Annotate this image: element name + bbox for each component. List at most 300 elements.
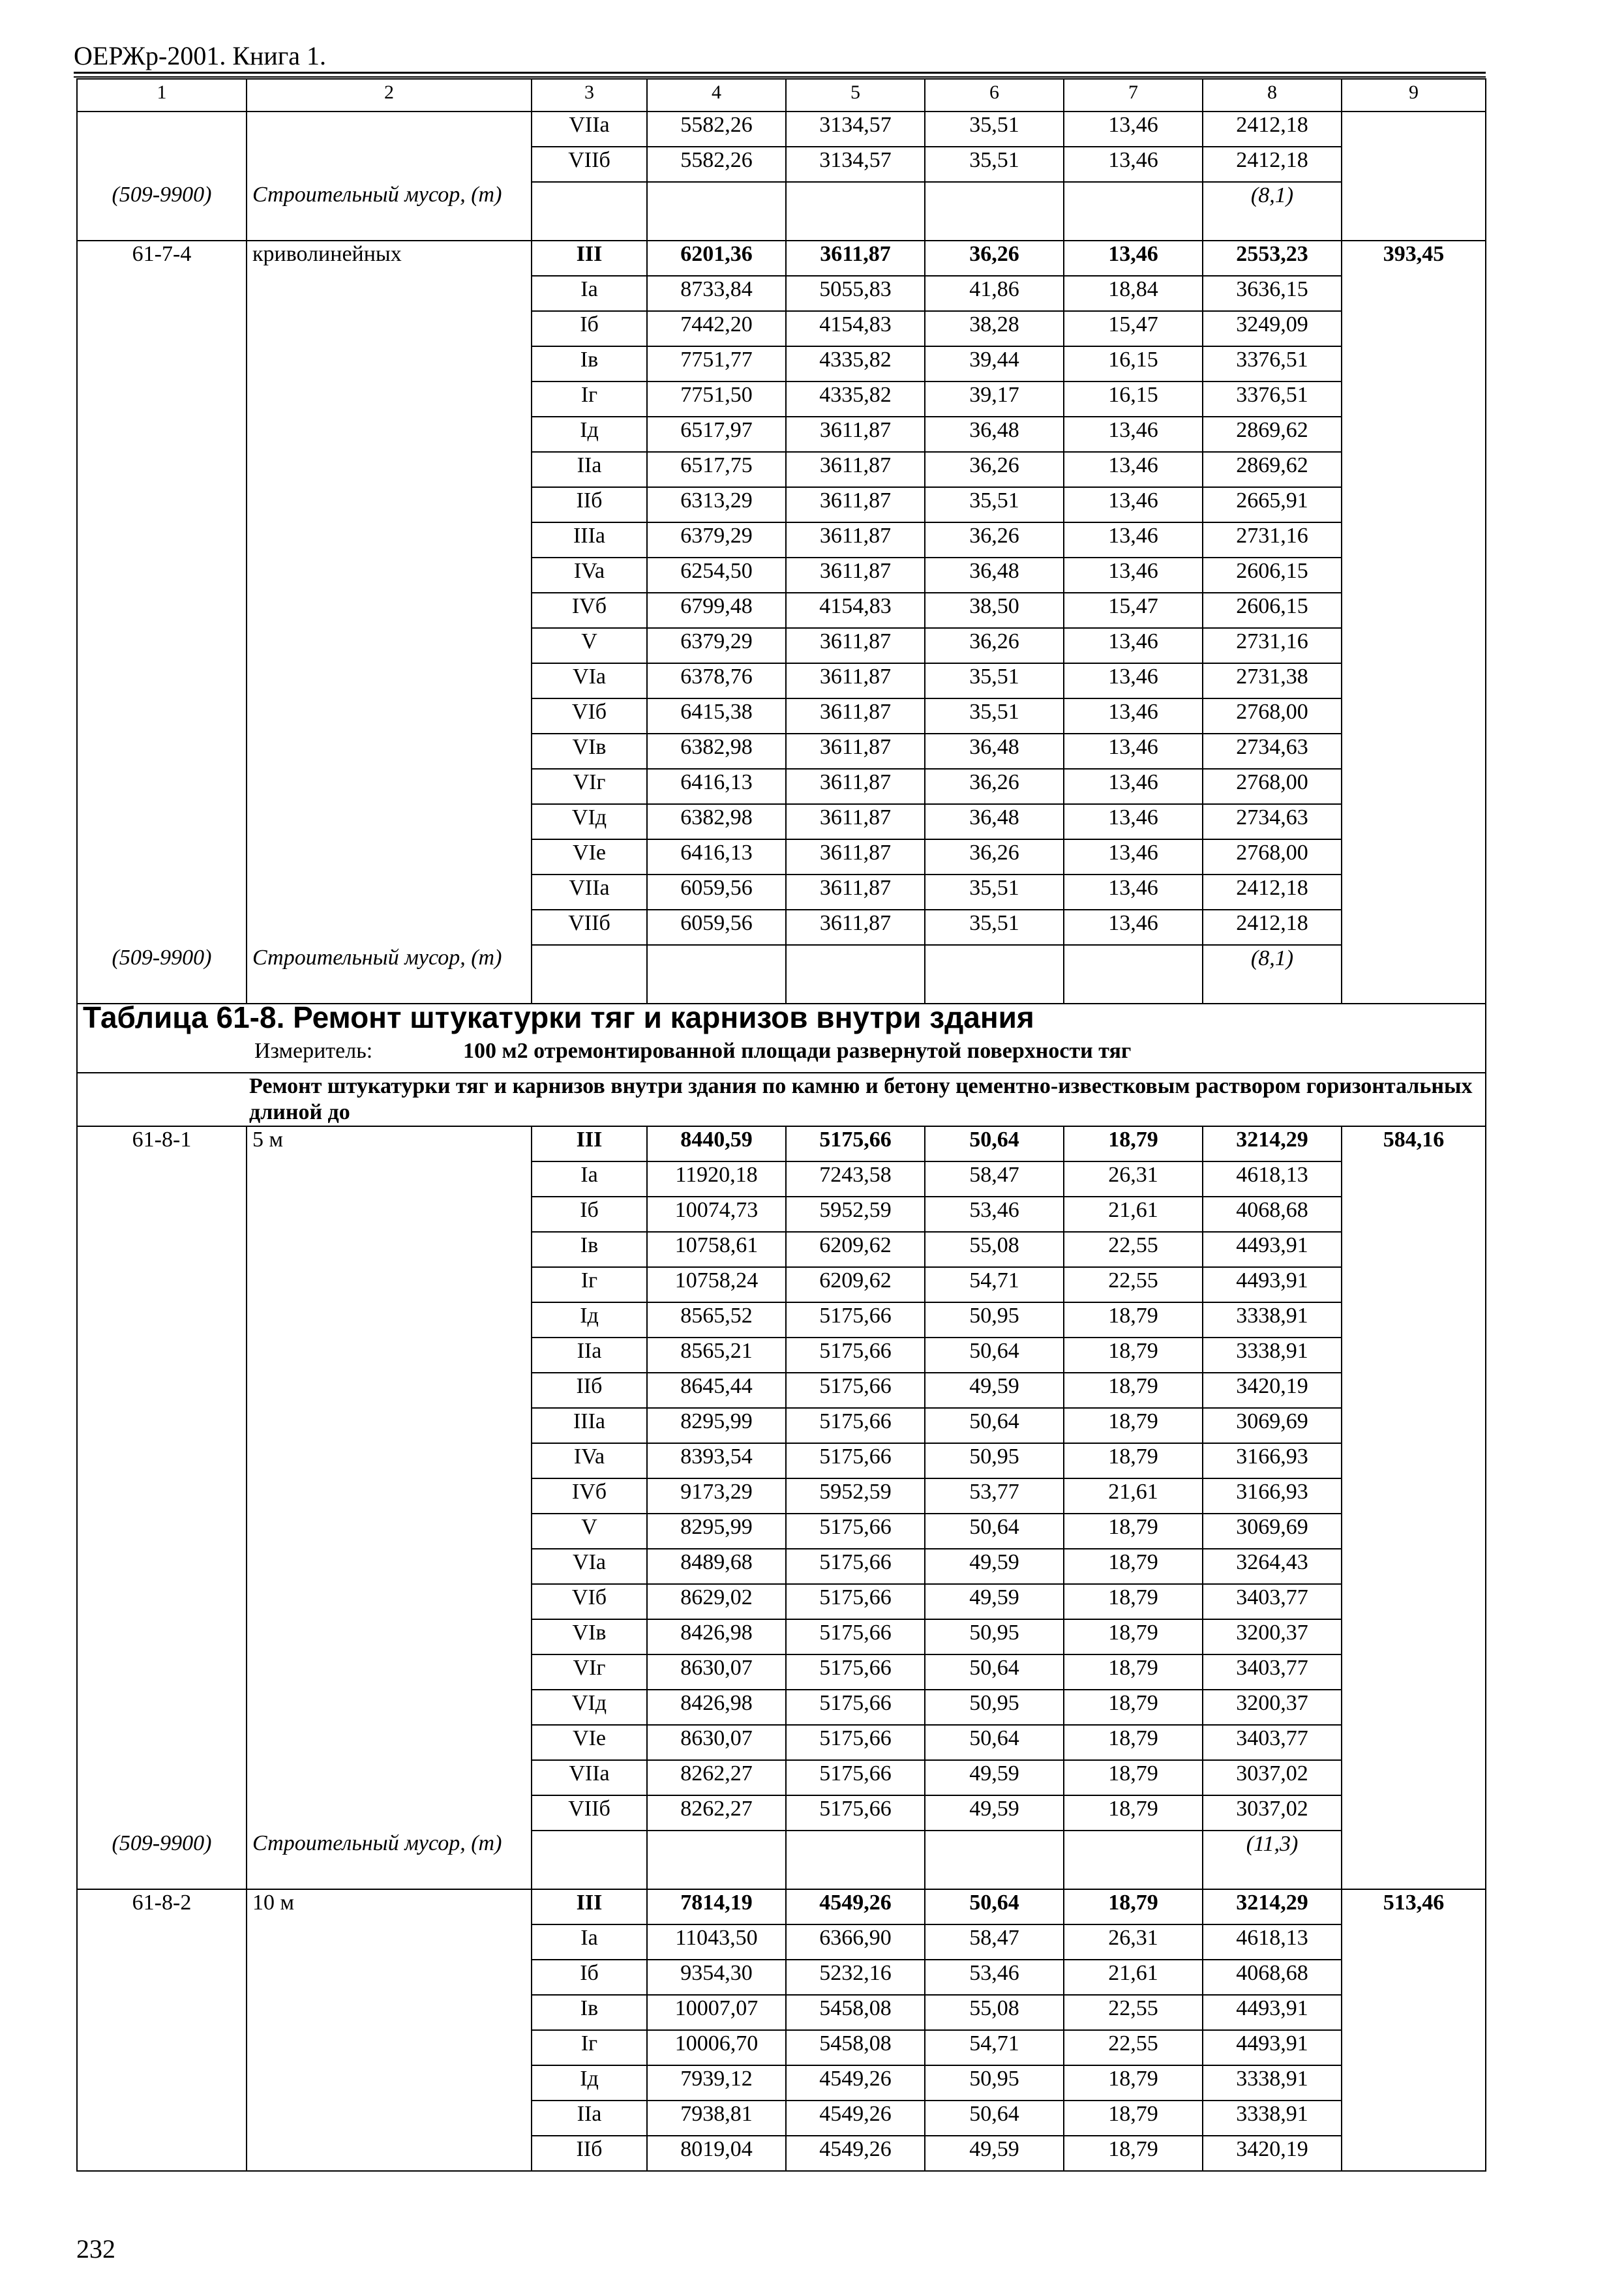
zone-cell: IIб bbox=[532, 487, 647, 522]
zone-cell: VIд bbox=[532, 804, 647, 839]
value-cell-c8: 3214,29 bbox=[1203, 1889, 1342, 1924]
value-cell-c4: 7939,12 bbox=[647, 2065, 786, 2101]
value-cell-c5: 3611,87 bbox=[786, 875, 925, 910]
empty-cell bbox=[77, 1302, 247, 1338]
table-row bbox=[77, 276, 1486, 311]
table-row bbox=[77, 147, 1486, 182]
value-cell-c7: 22,55 bbox=[1064, 1995, 1203, 2030]
value-cell-c5: 4549,26 bbox=[786, 1889, 925, 1924]
value-cell-c4: 10758,61 bbox=[647, 1232, 786, 1267]
empty-cell bbox=[1342, 1960, 1486, 1995]
zone-cell: VIIa bbox=[532, 112, 647, 147]
empty-cell bbox=[77, 1619, 247, 1654]
empty-cell bbox=[247, 769, 532, 804]
empty-cell bbox=[647, 1831, 786, 1889]
empty-cell bbox=[1342, 1373, 1486, 1408]
value-cell-c4: 8630,07 bbox=[647, 1654, 786, 1690]
value-cell-c4: 6254,50 bbox=[647, 558, 786, 593]
value-cell-c7: 21,61 bbox=[1064, 1960, 1203, 1995]
table-row bbox=[77, 698, 1486, 734]
value-cell-c4: 8645,44 bbox=[647, 1373, 786, 1408]
value-cell-c7: 13,46 bbox=[1064, 522, 1203, 558]
value-cell-c4: 6517,97 bbox=[647, 417, 786, 452]
empty-cell bbox=[247, 1443, 532, 1478]
value-cell-c8: 3214,29 bbox=[1203, 1126, 1342, 1161]
value-cell-c4: 9173,29 bbox=[647, 1478, 786, 1514]
empty-cell bbox=[247, 452, 532, 487]
value-cell-c8: 4493,91 bbox=[1203, 1267, 1342, 1302]
empty-cell bbox=[1342, 1725, 1486, 1760]
value-cell-c5: 5175,66 bbox=[786, 1373, 925, 1408]
empty-cell bbox=[247, 698, 532, 734]
table-row bbox=[77, 1549, 1486, 1584]
value-cell-c8: 3166,93 bbox=[1203, 1443, 1342, 1478]
value-cell-c7: 18,79 bbox=[1064, 1126, 1203, 1161]
value-cell-c6: 36,26 bbox=[925, 628, 1064, 663]
value-cell-c7: 22,55 bbox=[1064, 1267, 1203, 1302]
value-cell-c6: 35,51 bbox=[925, 663, 1064, 698]
value-cell-c8: 3403,77 bbox=[1203, 1584, 1342, 1619]
value-cell-c5: 5175,66 bbox=[786, 1408, 925, 1443]
value-cell-c6: 36,48 bbox=[925, 417, 1064, 452]
waste-value: (11,3) bbox=[1203, 1831, 1342, 1889]
value-cell-c6: 53,46 bbox=[925, 1960, 1064, 1995]
table-row bbox=[77, 1232, 1486, 1267]
value-cell-c4: 7751,77 bbox=[647, 346, 786, 382]
column-number: 7 bbox=[1064, 79, 1203, 112]
empty-cell bbox=[77, 558, 247, 593]
zone-cell: Iв bbox=[532, 346, 647, 382]
empty-cell bbox=[77, 1161, 247, 1197]
table-title-row bbox=[77, 1004, 1486, 1038]
empty-cell bbox=[247, 1338, 532, 1373]
table-row bbox=[77, 112, 1486, 147]
value-cell-c7: 18,79 bbox=[1064, 1443, 1203, 1478]
value-cell-c8: 2606,15 bbox=[1203, 558, 1342, 593]
zone-cell: IVб bbox=[532, 1478, 647, 1514]
empty-cell bbox=[247, 487, 532, 522]
value-cell-c7: 13,46 bbox=[1064, 769, 1203, 804]
empty-cell bbox=[77, 769, 247, 804]
zone-cell: Iб bbox=[532, 311, 647, 346]
table-row bbox=[77, 522, 1486, 558]
value-cell-c6: 50,64 bbox=[925, 1338, 1064, 1373]
empty-cell bbox=[247, 1302, 532, 1338]
empty-cell bbox=[1342, 1161, 1486, 1197]
value-cell-c5: 3611,87 bbox=[786, 839, 925, 875]
waste-name: Строительный мусор, (т) bbox=[247, 945, 532, 1004]
empty-cell bbox=[247, 1549, 532, 1584]
value-cell-c8: 2412,18 bbox=[1203, 112, 1342, 147]
value-cell-c4: 11920,18 bbox=[647, 1161, 786, 1197]
value-cell-c6: 36,26 bbox=[925, 839, 1064, 875]
rate-code: 61-8-2 bbox=[77, 1889, 247, 1924]
value-cell-c4: 8426,98 bbox=[647, 1619, 786, 1654]
empty-cell bbox=[1342, 311, 1486, 346]
value-cell-c4: 6382,98 bbox=[647, 734, 786, 769]
table-row bbox=[77, 1126, 1486, 1161]
value-cell-c5: 3611,87 bbox=[786, 558, 925, 593]
empty-cell bbox=[532, 182, 647, 241]
zone-cell: III bbox=[532, 241, 647, 276]
value-cell-c4: 6416,13 bbox=[647, 839, 786, 875]
empty-cell bbox=[247, 1619, 532, 1654]
value-cell-c7: 13,46 bbox=[1064, 839, 1203, 875]
value-cell-c8: 2869,62 bbox=[1203, 452, 1342, 487]
description-row bbox=[77, 1073, 1486, 1126]
value-cell-c6: 38,28 bbox=[925, 311, 1064, 346]
waste-code: (509-9900) bbox=[77, 945, 247, 1004]
value-cell-c8: 4618,13 bbox=[1203, 1161, 1342, 1197]
waste-row bbox=[77, 1831, 1486, 1889]
empty-cell bbox=[77, 1478, 247, 1514]
value-cell-c7: 26,31 bbox=[1064, 1924, 1203, 1960]
empty-cell bbox=[77, 1232, 247, 1267]
zone-cell: Ia bbox=[532, 1161, 647, 1197]
value-cell-c8: 2731,16 bbox=[1203, 628, 1342, 663]
value-cell-c6: 35,51 bbox=[925, 487, 1064, 522]
empty-cell bbox=[1342, 1443, 1486, 1478]
value-cell-c4: 10007,07 bbox=[647, 1995, 786, 2030]
value-cell-c6: 39,17 bbox=[925, 382, 1064, 417]
zone-cell: IVa bbox=[532, 558, 647, 593]
table-row bbox=[77, 346, 1486, 382]
value-cell-c7: 15,47 bbox=[1064, 311, 1203, 346]
empty-cell bbox=[77, 1443, 247, 1478]
zone-cell: III bbox=[532, 1126, 647, 1161]
empty-cell bbox=[247, 417, 532, 452]
empty-cell bbox=[1342, 346, 1486, 382]
value-cell-c6: 50,95 bbox=[925, 1619, 1064, 1654]
value-cell-c8: 2768,00 bbox=[1203, 698, 1342, 734]
empty-cell bbox=[786, 945, 925, 1004]
value-cell-c8: 3338,91 bbox=[1203, 2101, 1342, 2136]
column-number: 8 bbox=[1203, 79, 1342, 112]
table-row bbox=[77, 417, 1486, 452]
empty-cell bbox=[1342, 734, 1486, 769]
zone-cell: IIб bbox=[532, 1373, 647, 1408]
table-row bbox=[77, 1302, 1486, 1338]
empty-cell bbox=[247, 1654, 532, 1690]
value-cell-c7: 18,79 bbox=[1064, 1338, 1203, 1373]
value-cell-c8: 2768,00 bbox=[1203, 769, 1342, 804]
empty-cell bbox=[1342, 1408, 1486, 1443]
value-cell-c4: 6379,29 bbox=[647, 522, 786, 558]
value-cell-c7: 13,46 bbox=[1064, 487, 1203, 522]
value-cell-c6: 50,95 bbox=[925, 2065, 1064, 2101]
labor-cell: 584,16 bbox=[1342, 1126, 1486, 1161]
empty-cell bbox=[247, 2101, 532, 2136]
value-cell-c4: 6382,98 bbox=[647, 804, 786, 839]
running-header: ОЕРЖр-2001. Книга 1. bbox=[74, 41, 326, 70]
empty-cell bbox=[77, 487, 247, 522]
empty-cell bbox=[786, 1831, 925, 1889]
empty-cell bbox=[1342, 2065, 1486, 2101]
zone-cell: Iд bbox=[532, 417, 647, 452]
table-row bbox=[77, 1889, 1486, 1924]
empty-cell bbox=[532, 945, 647, 1004]
value-cell-c8: 4068,68 bbox=[1203, 1960, 1342, 1995]
empty-cell bbox=[1064, 945, 1203, 1004]
value-cell-c8: 4618,13 bbox=[1203, 1924, 1342, 1960]
table-row bbox=[77, 734, 1486, 769]
value-cell-c4: 6378,76 bbox=[647, 663, 786, 698]
empty-cell bbox=[1342, 1924, 1486, 1960]
value-cell-c8: 3403,77 bbox=[1203, 1654, 1342, 1690]
empty-cell bbox=[77, 452, 247, 487]
zone-cell: VIIб bbox=[532, 1795, 647, 1831]
empty-cell bbox=[1342, 1549, 1486, 1584]
waste-code: (509-9900) bbox=[77, 182, 247, 241]
empty-cell bbox=[247, 522, 532, 558]
value-cell-c7: 15,47 bbox=[1064, 593, 1203, 628]
empty-cell bbox=[77, 1654, 247, 1690]
value-cell-c8: 3338,91 bbox=[1203, 1302, 1342, 1338]
empty-cell bbox=[77, 698, 247, 734]
value-cell-c5: 3134,57 bbox=[786, 147, 925, 182]
value-cell-c6: 49,59 bbox=[925, 1795, 1064, 1831]
empty-cell bbox=[1342, 910, 1486, 945]
empty-cell bbox=[247, 1795, 532, 1831]
header-rule-thin bbox=[74, 76, 1486, 78]
empty-cell bbox=[77, 1373, 247, 1408]
value-cell-c7: 13,46 bbox=[1064, 628, 1203, 663]
empty-cell bbox=[925, 1831, 1064, 1889]
table-row bbox=[77, 1654, 1486, 1690]
value-cell-c8: 3037,02 bbox=[1203, 1795, 1342, 1831]
value-cell-c5: 6209,62 bbox=[786, 1267, 925, 1302]
value-cell-c5: 4154,83 bbox=[786, 311, 925, 346]
value-cell-c8: 3338,91 bbox=[1203, 2065, 1342, 2101]
table-row bbox=[77, 558, 1486, 593]
value-cell-c4: 8733,84 bbox=[647, 276, 786, 311]
value-cell-c5: 5175,66 bbox=[786, 1725, 925, 1760]
column-number: 9 bbox=[1342, 79, 1486, 112]
empty-cell bbox=[247, 1232, 532, 1267]
column-number: 4 bbox=[647, 79, 786, 112]
empty-cell bbox=[1342, 945, 1486, 1004]
value-cell-c5: 5175,66 bbox=[786, 1795, 925, 1831]
value-cell-c4: 8262,27 bbox=[647, 1760, 786, 1795]
value-cell-c6: 36,48 bbox=[925, 734, 1064, 769]
value-cell-c4: 6517,75 bbox=[647, 452, 786, 487]
empty-cell bbox=[1342, 1267, 1486, 1302]
zone-cell: VIд bbox=[532, 1690, 647, 1725]
value-cell-c7: 13,46 bbox=[1064, 241, 1203, 276]
value-cell-c7: 18,79 bbox=[1064, 1619, 1203, 1654]
zone-cell: Ia bbox=[532, 1924, 647, 1960]
value-cell-c4: 8489,68 bbox=[647, 1549, 786, 1584]
value-cell-c6: 50,64 bbox=[925, 1408, 1064, 1443]
table-row bbox=[77, 1725, 1486, 1760]
zone-cell: VIIa bbox=[532, 1760, 647, 1795]
zone-cell: VIe bbox=[532, 1725, 647, 1760]
value-cell-c5: 5232,16 bbox=[786, 1960, 925, 1995]
empty-cell bbox=[1342, 1619, 1486, 1654]
value-cell-c7: 13,46 bbox=[1064, 910, 1203, 945]
waste-row bbox=[77, 945, 1486, 1004]
empty-cell bbox=[1342, 487, 1486, 522]
value-cell-c5: 4335,82 bbox=[786, 382, 925, 417]
empty-cell bbox=[77, 1549, 247, 1584]
empty-cell bbox=[1064, 182, 1203, 241]
empty-cell bbox=[247, 1161, 532, 1197]
zone-cell: VIб bbox=[532, 1584, 647, 1619]
value-cell-c4: 10006,70 bbox=[647, 2030, 786, 2065]
value-cell-c8: 2412,18 bbox=[1203, 910, 1342, 945]
zone-cell: VIг bbox=[532, 769, 647, 804]
empty-cell bbox=[1342, 1302, 1486, 1338]
empty-cell bbox=[77, 1197, 247, 1232]
value-cell-c6: 35,51 bbox=[925, 698, 1064, 734]
empty-cell bbox=[77, 1690, 247, 1725]
empty-cell bbox=[247, 2030, 532, 2065]
value-cell-c7: 18,79 bbox=[1064, 1725, 1203, 1760]
zone-cell: VIв bbox=[532, 1619, 647, 1654]
zone-cell: VIб bbox=[532, 698, 647, 734]
value-cell-c5: 3611,87 bbox=[786, 910, 925, 945]
empty-cell bbox=[247, 382, 532, 417]
value-cell-c5: 4549,26 bbox=[786, 2065, 925, 2101]
value-cell-c5: 5175,66 bbox=[786, 1126, 925, 1161]
value-cell-c5: 4335,82 bbox=[786, 346, 925, 382]
value-cell-c8: 4493,91 bbox=[1203, 1232, 1342, 1267]
value-cell-c8: 3200,37 bbox=[1203, 1619, 1342, 1654]
value-cell-c8: 2731,38 bbox=[1203, 663, 1342, 698]
empty-cell bbox=[77, 1960, 247, 1995]
value-cell-c5: 5175,66 bbox=[786, 1302, 925, 1338]
value-cell-c7: 18,79 bbox=[1064, 1795, 1203, 1831]
value-cell-c7: 13,46 bbox=[1064, 452, 1203, 487]
table-row bbox=[77, 1795, 1486, 1831]
waste-name: Строительный мусор, (т) bbox=[247, 1831, 532, 1889]
column-number: 2 bbox=[247, 79, 532, 112]
zone-cell: VIa bbox=[532, 1549, 647, 1584]
waste-code: (509-9900) bbox=[77, 1831, 247, 1889]
value-cell-c5: 3611,87 bbox=[786, 663, 925, 698]
table-row bbox=[77, 1960, 1486, 1995]
value-cell-c6: 35,51 bbox=[925, 875, 1064, 910]
value-cell-c6: 53,46 bbox=[925, 1197, 1064, 1232]
empty-cell bbox=[247, 276, 532, 311]
table-row bbox=[77, 839, 1486, 875]
value-cell-c5: 3611,87 bbox=[786, 804, 925, 839]
value-cell-c4: 7442,20 bbox=[647, 311, 786, 346]
value-cell-c4: 8565,21 bbox=[647, 1338, 786, 1373]
table-row bbox=[77, 1619, 1486, 1654]
value-cell-c4: 9354,30 bbox=[647, 1960, 786, 1995]
value-cell-c8: 3420,19 bbox=[1203, 2136, 1342, 2171]
value-cell-c8: 3069,69 bbox=[1203, 1408, 1342, 1443]
value-cell-c6: 36,26 bbox=[925, 241, 1064, 276]
column-number: 5 bbox=[786, 79, 925, 112]
rate-code: 61-8-1 bbox=[77, 1126, 247, 1161]
empty-cell bbox=[247, 346, 532, 382]
header-rule bbox=[74, 72, 1486, 74]
value-cell-c8: 3166,93 bbox=[1203, 1478, 1342, 1514]
empty-cell bbox=[77, 734, 247, 769]
value-cell-c5: 3611,87 bbox=[786, 698, 925, 734]
table-row bbox=[77, 1995, 1486, 2030]
value-cell-c6: 50,64 bbox=[925, 1889, 1064, 1924]
empty-cell bbox=[925, 182, 1064, 241]
zone-cell: Iд bbox=[532, 1302, 647, 1338]
zone-cell: IIa bbox=[532, 1338, 647, 1373]
table-row bbox=[77, 1760, 1486, 1795]
empty-cell bbox=[1342, 875, 1486, 910]
zone-cell: IIб bbox=[532, 2136, 647, 2171]
empty-cell bbox=[77, 628, 247, 663]
zone-cell: VIa bbox=[532, 663, 647, 698]
value-cell-c7: 18,79 bbox=[1064, 1760, 1203, 1795]
value-cell-c8: 2734,63 bbox=[1203, 804, 1342, 839]
value-cell-c4: 8630,07 bbox=[647, 1725, 786, 1760]
zone-cell: VIIб bbox=[532, 910, 647, 945]
zone-cell: VIIб bbox=[532, 147, 647, 182]
table-row bbox=[77, 1267, 1486, 1302]
value-cell-c8: 2412,18 bbox=[1203, 875, 1342, 910]
value-cell-c5: 3611,87 bbox=[786, 769, 925, 804]
value-cell-c5: 5175,66 bbox=[786, 1619, 925, 1654]
value-cell-c7: 18,79 bbox=[1064, 2101, 1203, 2136]
value-cell-c6: 35,51 bbox=[925, 147, 1064, 182]
table-row bbox=[77, 2030, 1486, 2065]
empty-cell bbox=[1342, 628, 1486, 663]
value-cell-c4: 8262,27 bbox=[647, 1795, 786, 1831]
empty-cell bbox=[1342, 452, 1486, 487]
table-row bbox=[77, 382, 1486, 417]
value-cell-c7: 18,79 bbox=[1064, 1690, 1203, 1725]
empty-cell bbox=[1342, 2101, 1486, 2136]
zone-cell: Iг bbox=[532, 2030, 647, 2065]
rates-table bbox=[76, 78, 1486, 2172]
value-cell-c4: 7938,81 bbox=[647, 2101, 786, 2136]
value-cell-c4: 6201,36 bbox=[647, 241, 786, 276]
empty-cell bbox=[247, 1514, 532, 1549]
value-cell-c6: 36,48 bbox=[925, 558, 1064, 593]
table-row bbox=[77, 2065, 1486, 2101]
value-cell-c5: 3134,57 bbox=[786, 112, 925, 147]
empty-cell bbox=[1342, 1831, 1486, 1889]
table-row bbox=[77, 1584, 1486, 1619]
zone-cell: IIIa bbox=[532, 522, 647, 558]
empty-cell bbox=[1342, 1338, 1486, 1373]
value-cell-c5: 5175,66 bbox=[786, 1654, 925, 1690]
rate-code: 61-7-4 bbox=[77, 241, 247, 276]
table-row bbox=[77, 1443, 1486, 1478]
value-cell-c4: 6059,56 bbox=[647, 875, 786, 910]
empty-cell bbox=[247, 112, 532, 147]
value-cell-c7: 18,79 bbox=[1064, 1654, 1203, 1690]
value-cell-c8: 3200,37 bbox=[1203, 1690, 1342, 1725]
value-cell-c7: 18,84 bbox=[1064, 276, 1203, 311]
value-cell-c7: 18,79 bbox=[1064, 1408, 1203, 1443]
work-description: Ремонт штукатурки тяг и карнизов внутри здания по камню и бетону цементно-известковым раствором горизонтальных длиной до bbox=[77, 1073, 1486, 1126]
value-cell-c5: 5175,66 bbox=[786, 1514, 925, 1549]
zone-cell: Iв bbox=[532, 1995, 647, 2030]
empty-cell bbox=[786, 182, 925, 241]
empty-cell bbox=[1342, 663, 1486, 698]
empty-cell bbox=[247, 147, 532, 182]
empty-cell bbox=[77, 522, 247, 558]
empty-cell bbox=[1342, 2030, 1486, 2065]
value-cell-c4: 11043,50 bbox=[647, 1924, 786, 1960]
empty-cell bbox=[247, 558, 532, 593]
value-cell-c7: 18,79 bbox=[1064, 1514, 1203, 1549]
value-cell-c6: 54,71 bbox=[925, 1267, 1064, 1302]
zone-cell: Iг bbox=[532, 382, 647, 417]
empty-cell bbox=[77, 1725, 247, 1760]
